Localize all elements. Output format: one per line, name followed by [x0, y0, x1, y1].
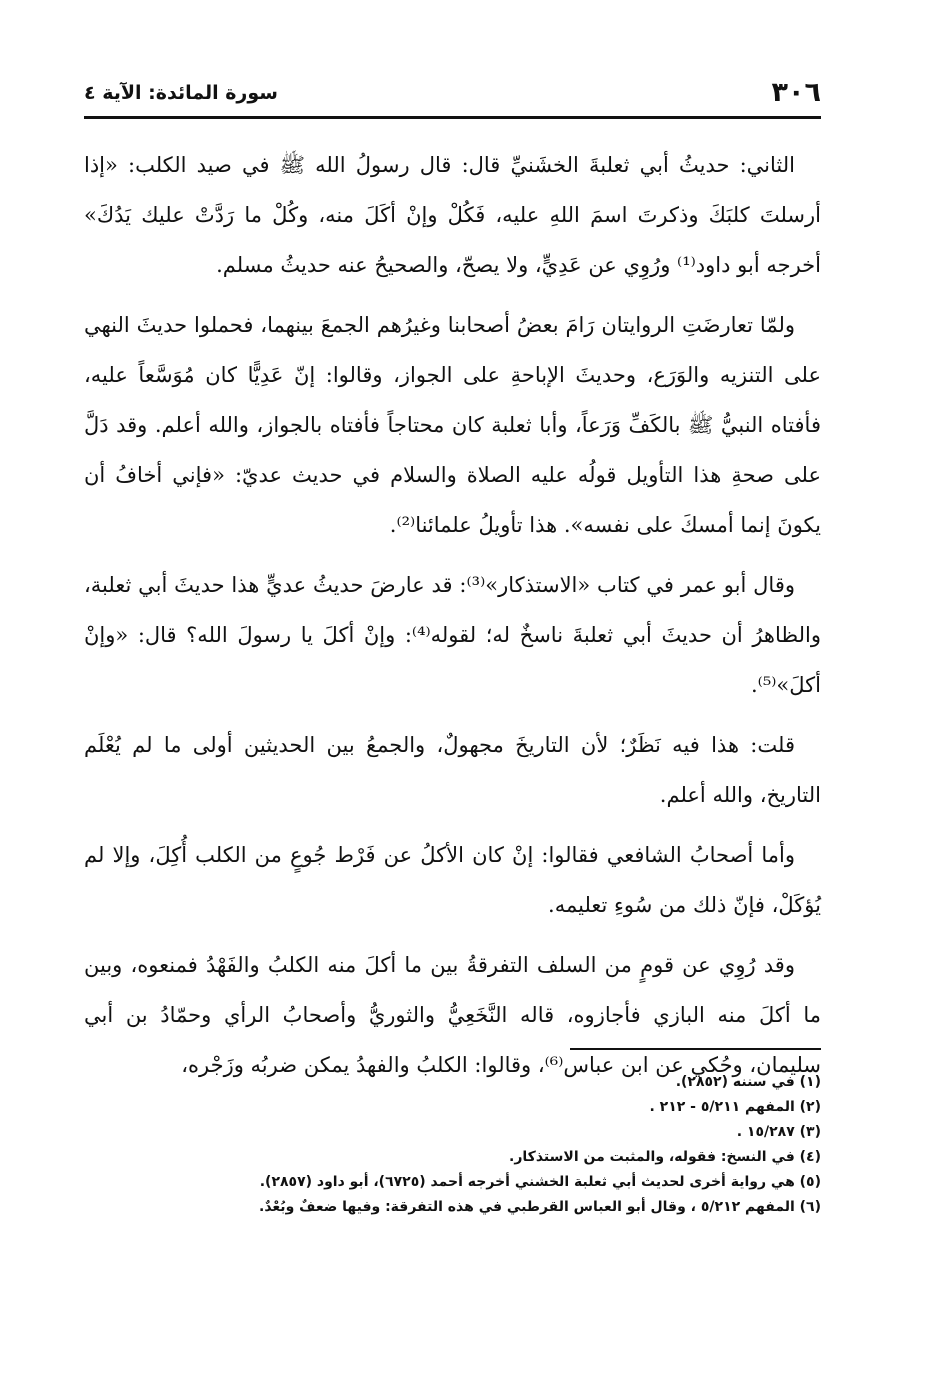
footnote: (٦) المفهم ٥/٢١٢ ، وقال أبو العباس القرطبي في هذه التفرقة: وفيها ضعفٌ وبُعْدٌ.: [259, 1199, 821, 1215]
footnote: (٤) في النسخ: فقوله، والمثبت من الاستذكار.: [509, 1149, 821, 1165]
page-header: [84, 74, 821, 112]
main-text: [84, 140, 821, 1100]
footnote: (١) في سننه (٢٨٥٢).: [675, 1074, 821, 1090]
paragraph: ولمّا تعارضَتِ الروايتان رَامَ بعضُ أصحابنا وغيرُهم الجمعَ بينهما، فحملوا حديثَ النهي على التنزيه والوَرَع، وحديثَ الإباحةِ على الجواز، وقالوا: إنّ عَدِيًّا كان مُوَسَّعاً عليه، فأفتاه النبيُّ ﷺ بالكَفِّ وَرَعاً، وأبا ثعلبة كان محتاجاً فأفتاه بالجواز، والله أعلم. وقد دَلَّ على صحةِ هذا التأويل قولُه عليه الصلاة والسلام في حديث عديّ: «فإني أخافُ أن يكونَ إنما أمسكَ على نفسه». هذا تأويلُ علمائنا⁽²⁾.: [84, 313, 821, 537]
running-title: سورة المائدة: الآية ٤: [84, 82, 278, 104]
footnote: (٣) ١٥/٢٨٧ .: [736, 1124, 821, 1140]
page-number: ٣٠٦: [771, 77, 821, 108]
paragraph: قلت: هذا فيه نَظَرٌ؛ لأن التاريخَ مجهولٌ، والجمعُ بين الحديثين أولى ما لم يُعْلَم التاريخ، والله أعلم.: [84, 733, 821, 807]
paragraph: وأما أصحابُ الشافعي فقالوا: إنْ كان الأكلُ عن فَرْط جُوعٍ من الكلب أُكِلَ، وإلا لم يُؤكَلْ، فإنّ ذلك من سُوءِ تعليمه.: [84, 843, 821, 917]
footnote-separator: [570, 1048, 821, 1050]
footnote: (٢) المفهم ٥/٢١١ - ٢١٢ .: [649, 1099, 821, 1115]
footnote: (٥) هي رواية أخرى لحديث أبي ثعلبة الخشني أخرجه أحمد (٦٧٢٥)، أبو داود (٢٨٥٧).: [259, 1174, 821, 1190]
paragraph: وقد رُوِي عن قومٍ من السلف التفرقةُ بين ما أكلَ منه الكلبُ والفَهْدُ فمنعوه، وبين ما أكلَ منه البازي فأجازوه، قاله النَّخَعِيُّ والثوريُّ وأصحابُ الرأي وحمّادُ بن أبي سليمان، وحُكي عن ابن عباس⁽⁶⁾، وقالوا: الكلبُ والفهدُ يمكن ضربُه وزَجْره،: [84, 953, 821, 1077]
paragraph: الثاني: حديثُ أبي ثعلبةَ الخشَنيِّ قال: قال رسولُ الله ﷺ في صيد الكلب: «إذا أرسلتَ كلبَكَ وذكرتَ اسمَ اللهِ عليه، فَكُلْ وإنْ أكَلَ منه، وكُلْ ما رَدَّتْ عليك يَدُكَ» أخرجه أبو داود⁽¹⁾ ورُوِي عن عَدِيٍّ، ولا يصحّ، والصحيحُ عنه حديثُ مسلم.: [84, 153, 821, 277]
footnotes-list: [84, 1070, 821, 1220]
paragraph: وقال أبو عمر في كتاب «الاستذكار»⁽³⁾: قد عارضَ حديثُ عديٍّ هذا حديثَ أبي ثعلبة، والظاهرُ أن حديثَ أبي ثعلبةَ ناسخٌ له؛ لقوله⁽⁴⁾: وإنْ أكلَ يا رسولَ الله؟ قال: «وإنْ أكلَ»⁽⁵⁾.: [84, 573, 821, 697]
header-rule: [84, 116, 821, 119]
